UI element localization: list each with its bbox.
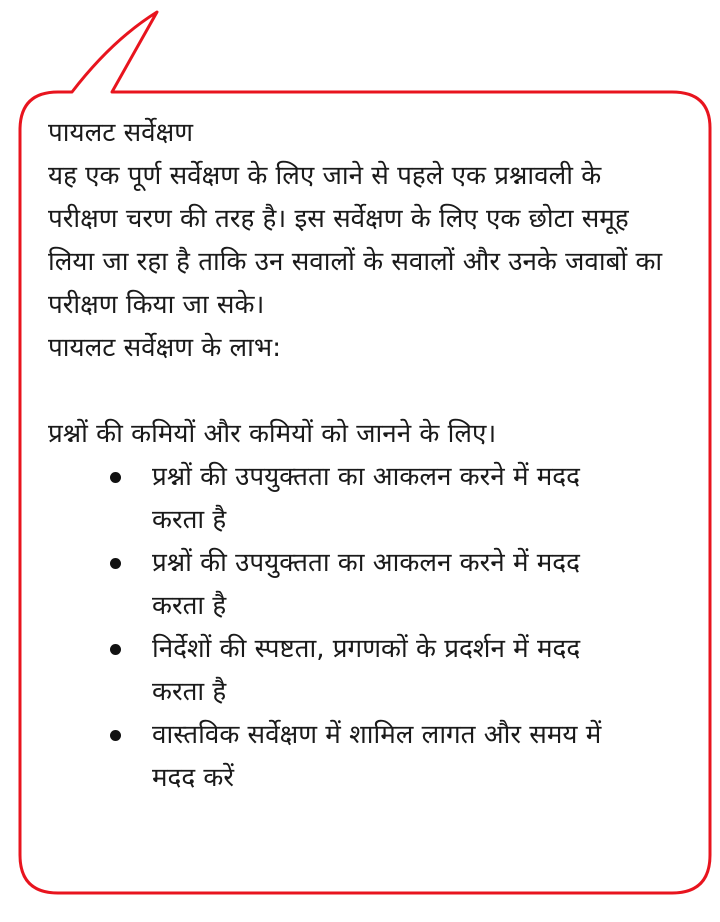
list-item-text: प्रश्नों की उपयुक्तता का आकलन करने में मदद करता है — [152, 462, 580, 535]
benefits-heading: पायलट सर्वेक्षण के लाभ: — [48, 333, 281, 363]
bubble-content — [48, 112, 688, 800]
list-item-text: वास्तविक सर्वेक्षण में शामिल लागत और समय में मदद करें — [152, 720, 602, 793]
bullet-icon — [110, 730, 121, 741]
blank-line — [48, 370, 688, 413]
lead-text: प्रश्नों की कमियों और कमियों को जानने के लिए। — [48, 419, 497, 449]
benefits-list — [48, 456, 688, 800]
bullet-icon — [110, 558, 121, 569]
bullet-icon — [110, 472, 121, 483]
list-item-text: निर्देशों की स्पष्टता, प्रगणकों के प्रदर्शन में मदद करता है — [152, 634, 581, 707]
list-item — [48, 628, 622, 714]
intro-paragraph: यह एक पूर्ण सर्वेक्षण के लिए जाने से पहले एक प्रश्नावली के परीक्षण चरण की तरह है। इस सर्वेक्षण के लिए एक छोटा समूह लिया जा रहा है ताकि उन सवालों के सवालों और उनके जवाबों का परीक्षण किया जा सके। — [48, 161, 663, 320]
list-item — [48, 714, 622, 800]
title: पायलट सर्वेक्षण — [48, 118, 194, 148]
list-item — [48, 456, 622, 542]
bullet-icon — [110, 644, 121, 655]
list-item-text: प्रश्नों की उपयुक्तता का आकलन करने में मदद करता है — [152, 548, 580, 621]
list-item — [48, 542, 622, 628]
